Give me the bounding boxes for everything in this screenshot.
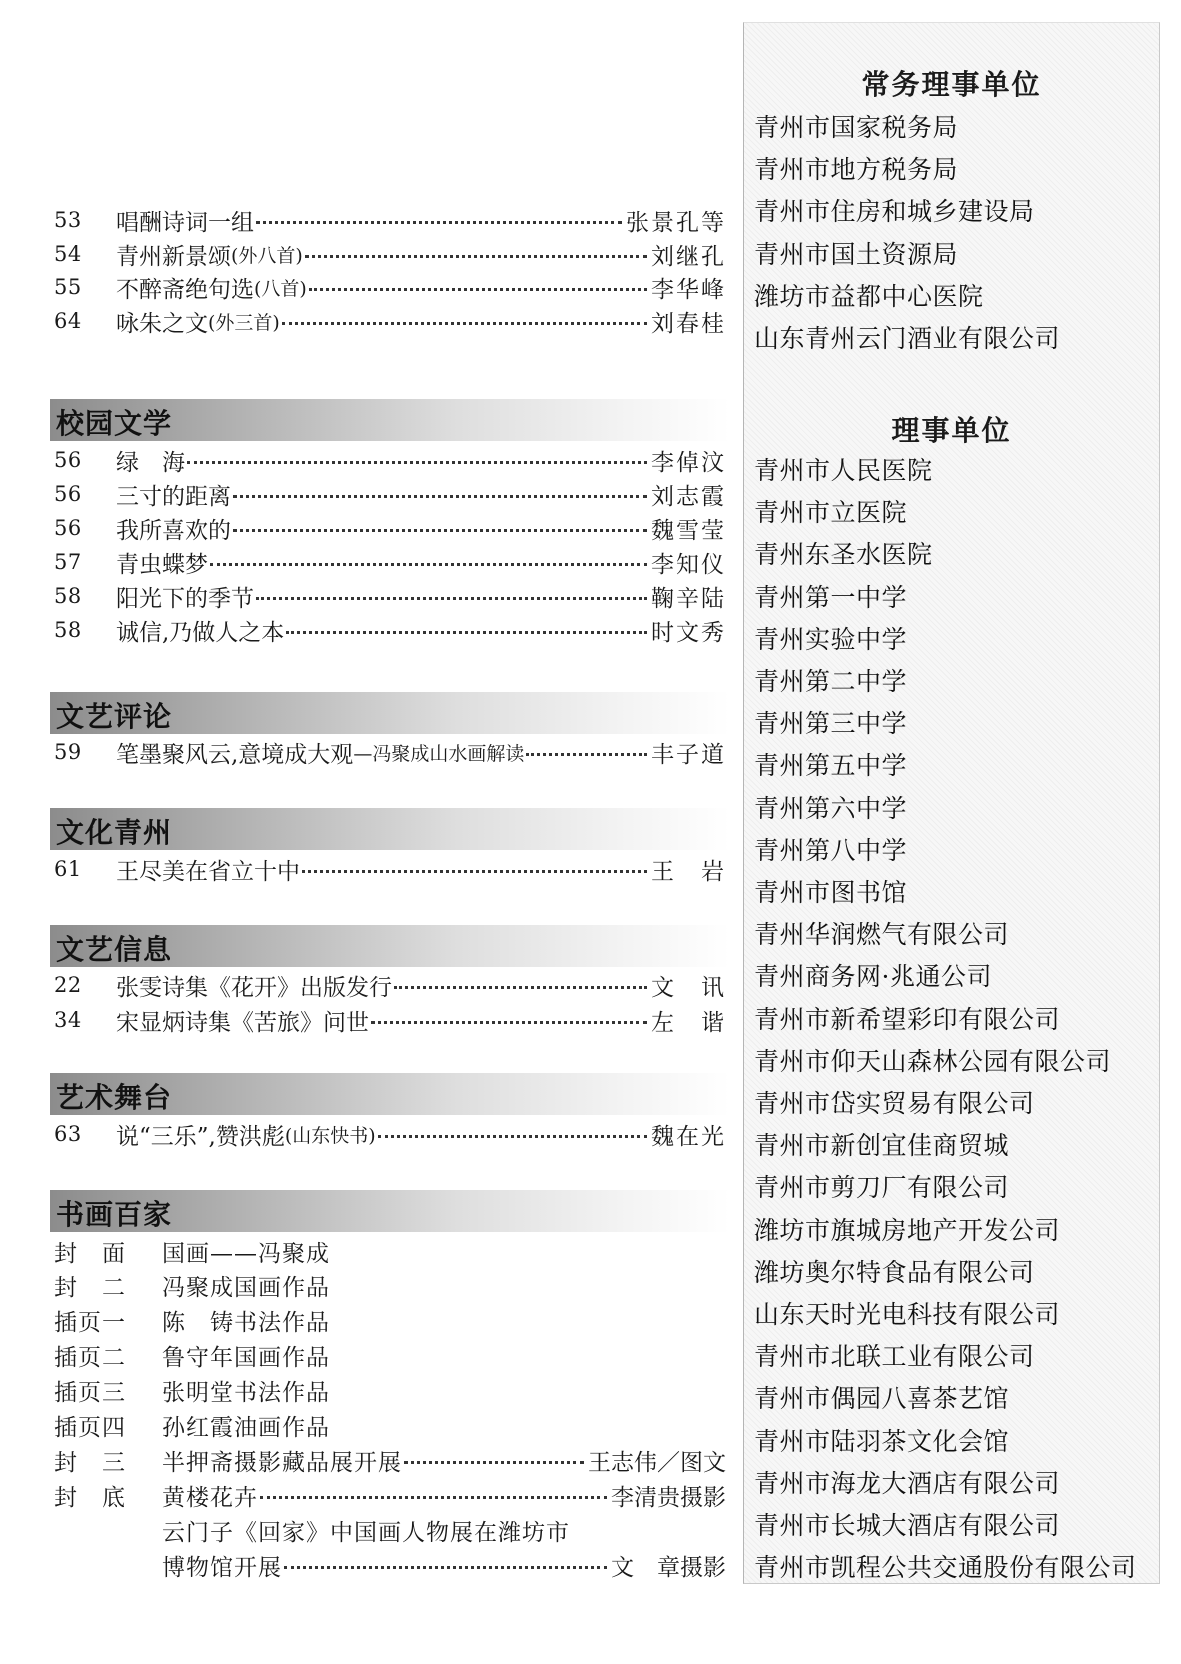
page-number: 53: [54, 208, 82, 232]
leader-dots: [282, 312, 647, 325]
toc-entry[interactable]: [54, 203, 726, 237]
art-text: 云门子《回家》中国画人物展在潍坊市: [162, 1519, 570, 1546]
sponsor-item: 青州第五中学: [754, 751, 908, 781]
toc-entry[interactable]: [54, 735, 726, 769]
sponsor-sidebar: [743, 22, 1160, 1584]
art-label: 封 底: [54, 1484, 126, 1511]
art-entry[interactable]: [54, 1268, 726, 1302]
toc-entry[interactable]: [54, 304, 726, 338]
section-header-art: [50, 1190, 730, 1232]
section-title: 书画百家: [56, 1198, 173, 1231]
leader-dots: [371, 1011, 647, 1024]
entry-title: 笔墨聚风云,意境成大观: [116, 741, 354, 768]
leader-dots: [260, 1486, 607, 1499]
art-entry[interactable]: [54, 1234, 726, 1268]
art-text: 孙红霞油画作品: [162, 1414, 330, 1441]
entry-title: 绿 海: [116, 449, 185, 476]
leader-dots: [286, 621, 647, 634]
leader-dots: [233, 519, 647, 532]
page-number: 59: [54, 740, 82, 764]
entry-title: 三寸的距离: [116, 483, 231, 510]
sponsor-item: 青州第八中学: [754, 835, 908, 865]
leader-dots: [302, 860, 647, 873]
entry-note: (外三首): [208, 311, 280, 334]
entry-author: 鞠辛陆: [651, 585, 726, 612]
art-label: 封 面: [54, 1240, 126, 1267]
toc-entry[interactable]: [54, 270, 726, 304]
sponsor-item: 青州第六中学: [754, 793, 908, 823]
art-author: 文 章摄影: [611, 1554, 726, 1581]
entry-author: 左 谐: [651, 1009, 726, 1036]
entry-title: 宋显炳诗集《苦旅》问世: [116, 1009, 369, 1036]
toc-entry[interactable]: [54, 477, 726, 511]
entry-note: (山东快书): [284, 1124, 376, 1147]
art-label: 插页二: [54, 1344, 126, 1371]
art-text: 陈 铸书法作品: [162, 1309, 330, 1336]
art-label: 插页四: [54, 1414, 126, 1441]
page-number: 56: [54, 448, 82, 472]
sponsor-item: 青州市岱实贸易有限公司: [754, 1089, 1035, 1118]
sponsor-item: 青州市长城大酒店有限公司: [754, 1511, 1061, 1540]
sponsor-item: 潍坊市旗城房地产开发公司: [754, 1215, 1061, 1245]
leader-dots: [256, 587, 647, 600]
entry-author: 张景孔等: [626, 209, 726, 236]
section-header-campus: [50, 399, 730, 441]
section-header-culture: [50, 808, 730, 850]
leader-dots: [187, 451, 647, 464]
sponsor-item: 潍坊市益都中心医院: [754, 281, 984, 311]
toc-entry[interactable]: [54, 545, 726, 579]
entry-author: 时文秀: [651, 619, 726, 646]
entry-title: 诚信,乃做人之本: [116, 619, 285, 646]
entry-author: 刘春桂: [651, 310, 726, 337]
art-text: 半押斋摄影藏品展开展: [162, 1449, 402, 1476]
entry-author: 文 讯: [651, 974, 726, 1001]
sponsor-item: 山东青州云门酒业有限公司: [754, 324, 1061, 353]
entry-note: —冯聚成山水画解读: [353, 742, 525, 765]
toc-entry[interactable]: [54, 579, 726, 613]
entry-title: 唱酬诗词一组: [116, 209, 254, 236]
sponsor-item: 青州市北联工业有限公司: [754, 1342, 1035, 1372]
sponsor-item: 青州华润燃气有限公司: [754, 920, 1010, 950]
sponsor-item: 青州第一中学: [754, 582, 908, 612]
art-text: 黄楼花卉: [162, 1484, 258, 1511]
entry-author: 李知仪: [651, 551, 726, 578]
toc-entry[interactable]: [54, 1003, 726, 1037]
entry-author: 魏雪莹: [651, 517, 726, 544]
page-number: 58: [54, 584, 82, 608]
entry-note: (八首): [254, 277, 307, 300]
entry-title: 阳光下的季节: [116, 585, 254, 612]
sponsor-item: 青州第三中学: [754, 709, 908, 739]
sponsor-item: 青州市国家税务局: [754, 113, 959, 142]
standing-council-title: 常务理事单位: [861, 68, 1042, 101]
art-text: 张明堂书法作品: [162, 1379, 330, 1406]
art-entry[interactable]: [54, 1513, 726, 1547]
leader-dots: [210, 553, 647, 566]
art-entry[interactable]: [54, 1338, 726, 1372]
leader-dots: [233, 485, 647, 498]
page-number: 64: [54, 309, 82, 333]
sponsor-item: 青州实验中学: [754, 624, 908, 654]
entry-author: 李倬汶: [651, 449, 726, 476]
entry-author: 丰子道: [651, 741, 726, 768]
art-entry[interactable]: [54, 1373, 726, 1407]
leader-dots: [394, 976, 647, 989]
page-number: 54: [54, 242, 82, 266]
sponsor-item: 山东天时光电科技有限公司: [754, 1300, 1061, 1329]
section-title: 校园文学: [56, 407, 173, 440]
sponsor-item: 青州市人民医院: [754, 456, 933, 485]
page-number: 34: [54, 1008, 82, 1032]
leader-dots: [305, 245, 647, 258]
section-header-info: [50, 925, 730, 967]
sponsor-item: 青州市仰天山森林公园有限公司: [754, 1046, 1112, 1076]
entry-title: 咏朱之文: [116, 310, 208, 337]
section-title: 文艺评论: [56, 700, 173, 733]
sponsor-item: 潍坊奥尔特食品有限公司: [754, 1257, 1035, 1287]
leader-dots: [256, 211, 622, 224]
page-number: 56: [54, 482, 82, 506]
sponsor-item: 青州市新希望彩印有限公司: [754, 1004, 1061, 1034]
sponsor-item: 青州市凯程公共交通股份有限公司: [754, 1553, 1137, 1583]
art-label: 封 二: [54, 1274, 126, 1301]
leader-dots: [378, 1125, 647, 1138]
art-entry[interactable]: [54, 1408, 726, 1442]
entry-author: 魏在光: [651, 1123, 726, 1150]
council-title: 理事单位: [891, 414, 1012, 447]
entry-title: 说“三乐”,赞洪彪: [116, 1123, 285, 1150]
section-header-review: [50, 692, 730, 734]
art-text: 博物馆开展: [162, 1554, 282, 1581]
art-text: 鲁守年国画作品: [162, 1344, 330, 1371]
page-number: 22: [54, 973, 82, 997]
entry-title: 青虫蝶梦: [116, 551, 208, 578]
sponsor-item: 青州第二中学: [754, 667, 908, 696]
entry-title: 我所喜欢的: [116, 517, 231, 544]
art-entry[interactable]: [54, 1548, 726, 1582]
sponsor-item: 青州市新创宜佳商贸城: [754, 1131, 1010, 1161]
entry-note: (外八首): [231, 244, 303, 267]
leader-dots: [526, 743, 647, 756]
entry-author: 王 岩: [651, 858, 726, 885]
page-number: 56: [54, 516, 82, 540]
page-number: 57: [54, 550, 82, 574]
toc-entry[interactable]: [54, 852, 726, 886]
sponsor-item: 青州市图书馆: [754, 878, 908, 907]
entry-title: 青州新景颂: [116, 243, 231, 270]
entry-author: 刘志霞: [651, 483, 726, 510]
art-entry[interactable]: [54, 1478, 726, 1512]
toc-entry[interactable]: [54, 1117, 726, 1151]
leader-dots: [309, 278, 647, 291]
table-of-contents: [50, 0, 730, 1664]
page-number: 55: [54, 275, 82, 299]
section-title: 艺术舞台: [56, 1081, 173, 1114]
toc-entry[interactable]: [54, 237, 726, 271]
art-author: 李清贵摄影: [611, 1484, 726, 1511]
page-number: 61: [54, 857, 82, 881]
art-author: 王志伟／图文: [588, 1449, 726, 1476]
art-text: 国画——冯聚成: [162, 1240, 330, 1267]
entry-author: 刘继孔: [651, 243, 726, 270]
toc-entry[interactable]: [54, 443, 726, 477]
section-title: 文艺信息: [56, 933, 173, 966]
art-label: 插页一: [54, 1309, 126, 1336]
art-label: 插页三: [54, 1379, 126, 1406]
sponsor-item: 青州市海龙大酒店有限公司: [754, 1468, 1061, 1498]
toc-entry[interactable]: [54, 968, 726, 1002]
entry-title: 不醉斋绝句选: [116, 276, 254, 303]
section-header-stage: [50, 1073, 730, 1115]
sponsor-item: 青州市地方税务局: [754, 155, 959, 185]
toc-entry[interactable]: [54, 613, 726, 647]
sponsor-item: 青州市剪刀厂有限公司: [754, 1173, 1010, 1203]
art-entry[interactable]: [54, 1303, 726, 1337]
leader-dots: [284, 1556, 607, 1569]
sponsor-item: 青州市偶园八喜茶艺馆: [754, 1384, 1010, 1414]
art-entry[interactable]: [54, 1443, 726, 1477]
entry-author: 李华峰: [651, 276, 726, 303]
art-label: 封 三: [54, 1449, 126, 1476]
sponsor-item: 青州市住房和城乡建设局: [754, 197, 1035, 227]
toc-entry[interactable]: [54, 511, 726, 545]
section-title: 文化青州: [56, 816, 173, 849]
sponsor-item: 青州市国土资源局: [754, 239, 959, 269]
entry-title: 王尽美在省立十中: [116, 858, 300, 885]
entry-title: 张雯诗集《花开》出版发行: [116, 974, 392, 1001]
page-number: 63: [54, 1122, 82, 1146]
art-text: 冯聚成国画作品: [162, 1274, 330, 1301]
sponsor-item: 青州商务网·兆通公司: [754, 962, 992, 992]
sponsor-item: 青州市立医院: [754, 498, 908, 528]
sponsor-item: 青州东圣水医院: [754, 540, 933, 570]
sponsor-item: 青州市陆羽茶文化会馆: [754, 1426, 1010, 1456]
page-number: 58: [54, 618, 82, 642]
leader-dots: [404, 1451, 584, 1464]
